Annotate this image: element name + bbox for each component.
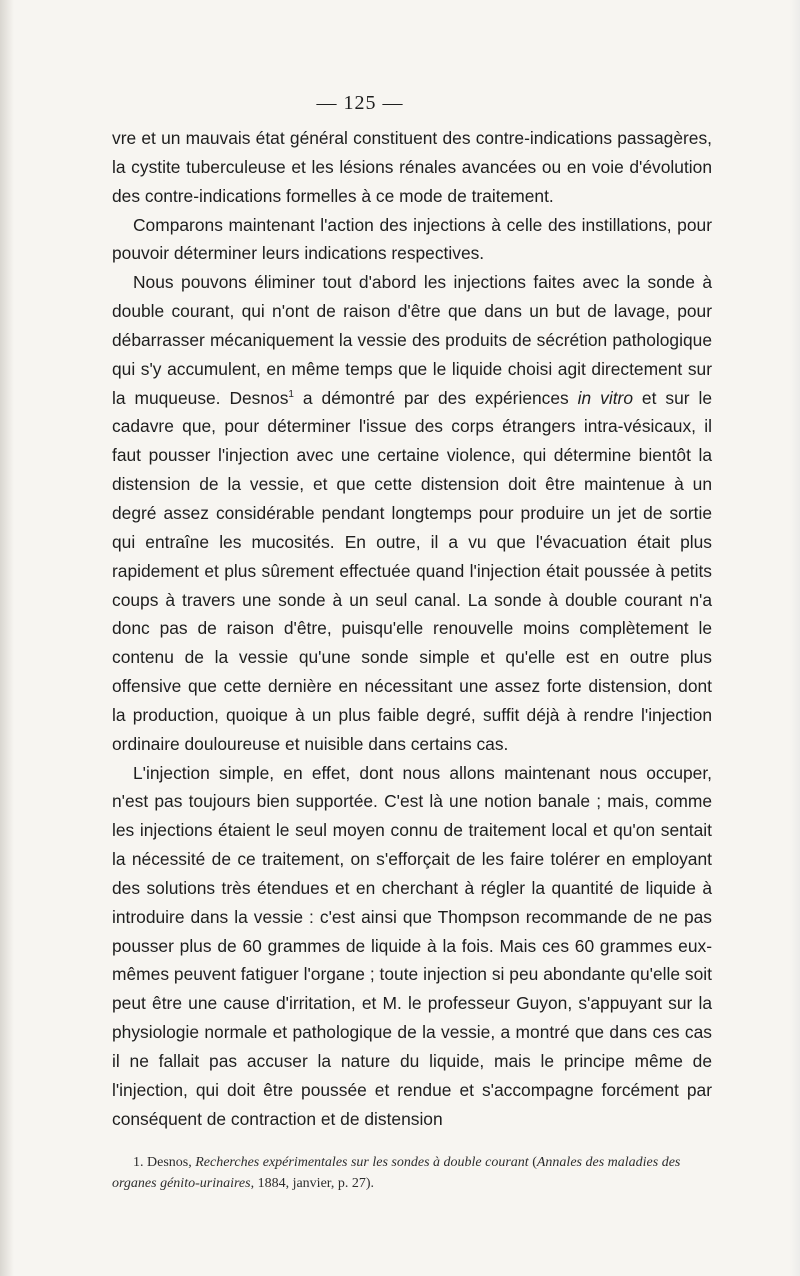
footnote-reference: 1 [288, 388, 294, 400]
footnote-author: Desnos, [147, 1155, 192, 1170]
footnote-details: , 1884, janvier, p. 27). [250, 1176, 375, 1191]
page-gutter-shadow [0, 0, 14, 1276]
italic-term: in vitro [577, 387, 633, 408]
footnote-text [112, 1152, 712, 1194]
page-edge [790, 0, 800, 1276]
footnote [112, 1152, 712, 1194]
paragraph-contraindications: vre et un mauvais état général constituent des contre-indications passagères, la cystite tuberculeuse et les lésions rénales avancées ou en voie d'évolution des contre-indications formelles à ce mode de traitement. [112, 128, 712, 206]
paragraph-comparison: Comparons maintenant l'action des injections à celle des instillations, pour pouvoir déterminer leurs indications respectives. [112, 214, 712, 264]
footnote-number: 1. [133, 1155, 144, 1170]
paragraph-text: a démontré par des expériences [293, 387, 578, 408]
page-number: — 125 — [316, 92, 404, 114]
paragraph-text: et sur le cadavre que, pour déterminer l'issue des corps étrangers intra-vésicaux, il faut pousser l'injection avec une certaine violence, qui détermine bientôt la distension de la vessie, et que cette distension doit être maintenue à un degré assez considérable pendant longtemps pour produire un jet de sortie qui entraîne les mucosités. En outre, il a vu que l'évacuation était plus rapidement et plus sûrement effectuée quand l'injection était poussée à petits coups à travers une sonde à un seul canal. La sonde à double courant n'a donc pas de raison d'être, puisqu'elle renouvelle moins complètement le contenu de la vessie qu'une sonde simple et qu'elle est en outre plus offensive que cette dernière en nécessitant une assez forte distension, dont la production, quoique à un plus faible degré, suffit déjà à rendre l'injection ordinaire douloureuse et nuisible dans certains cas. [112, 387, 712, 754]
footnote-paren: ( [532, 1155, 537, 1170]
body-text [112, 124, 712, 1134]
paragraph-simple-injection: L'injection simple, en effet, dont nous allons maintenant nous occuper, n'est pas toujours bien supportée. C'est là une notion banale ; mais, comme les injections étaient le seul moyen connu de traitement local et qu'on sentait la nécessité de ce traitement, on s'efforçait de les faire tolérer en employant des solutions très étendues et en cherchant à régler la quantité de liquide à introduire dans la vessie : c'est ainsi que Thompson recommande de ne pas pousser plus de 60 grammes de liquide à la fois. Mais ces 60 grammes eux-mêmes peuvent fatiguer l'organe ; toute injection si peu abondante qu'elle soit peut être une cause d'irritation, et M. le professeur Guyon, s'appuyant sur la physiologie normale et pathologique de la vessie, a montré que dans ces cas il ne fallait pas accuser la nature du liquide, mais le principe même de l'injection, qui doit être poussée et rendue et s'accompagne forcément par conséquent de contraction et de distension [112, 762, 712, 1129]
paragraph-text: Nous pouvons éliminer tout d'abord les injections faites avec la sonde à double courant, qui n'ont de raison d'être que dans un but de lavage, pour débarrasser mécaniquement la vessie des produits de sécrétion pathologique qui s'y accumulent, en même temps que le liquide choisi agit directement sur la muqueuse. Desnos [112, 272, 712, 408]
footnote-title: Recherches expérimentales sur les sondes à double courant [195, 1155, 529, 1170]
paragraph-double-current-sonde [112, 268, 712, 758]
footnote-journal: Annales des maladies des organes génito-urinaires [112, 1155, 681, 1191]
